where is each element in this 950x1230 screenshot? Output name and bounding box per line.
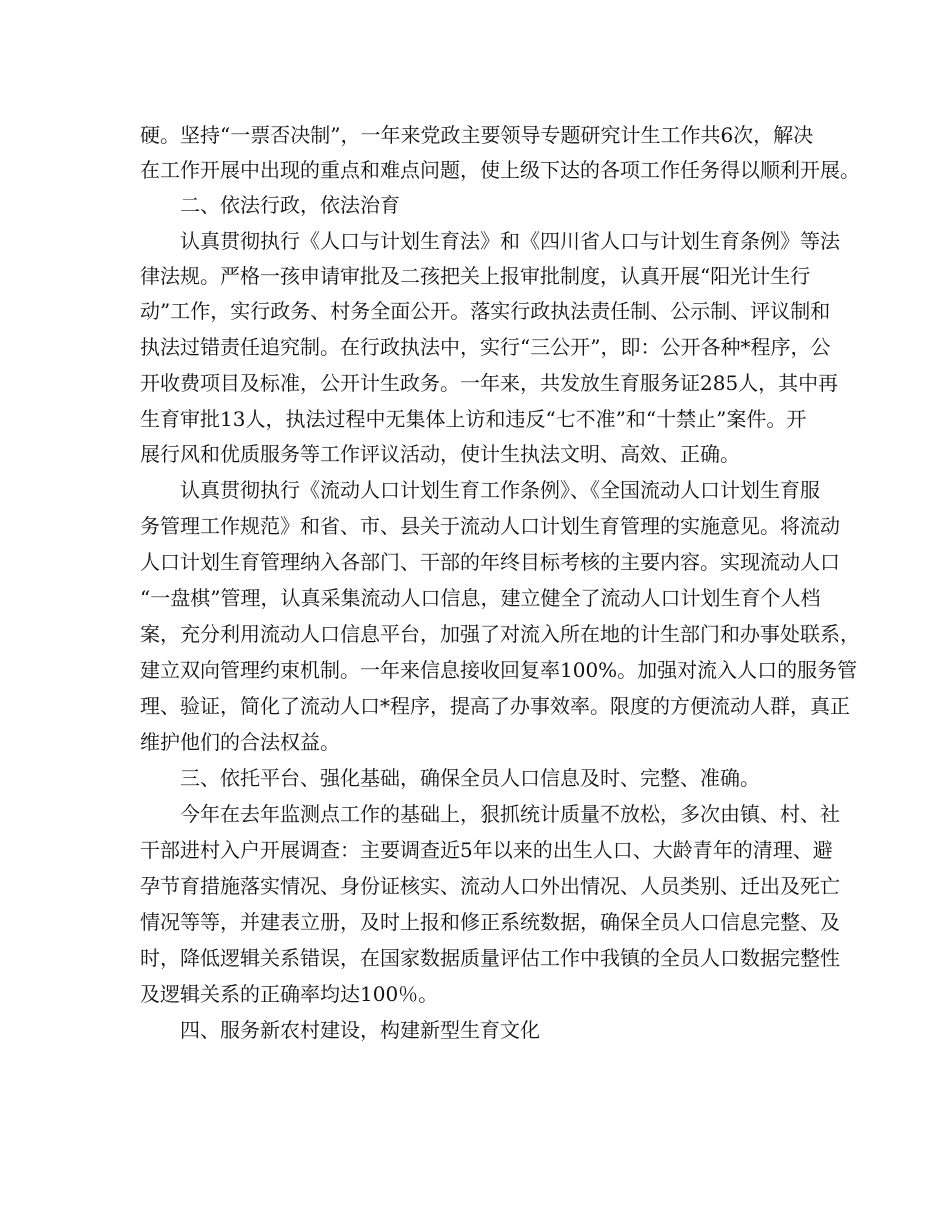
paragraph-line: 案，充分利用流动人口信息平台，加强了对流入所在地的计生部门和办事处联系， <box>140 622 860 646</box>
paragraph-line: 律法规。严格一孩申请审批及二孩把关上报审批制度，认真开展“阳光计生行 <box>140 264 811 288</box>
paragraph-line: 展行风和优质服务等工作评议活动，使计生执法文明、高效、正确。 <box>140 442 740 466</box>
section-heading: 二、依法行政，依法治育 <box>180 193 400 217</box>
paragraph-line: 开收费项目及标准，公开计生政务。一年来，共发放生育服务证285人，其中再 <box>140 371 839 395</box>
paragraph-line: 孕节育措施落实情况、身份证核实、流动人口外出情况、人员类别、迁出及死亡 <box>140 874 840 898</box>
section-heading: 三、依托平台、强化基础，确保全员人口信息及时、完整、准确。 <box>180 766 760 790</box>
paragraph-line: 时，降低逻辑关系错误，在国家数据质量评估工作中我镇的全员人口数据完整性 <box>140 946 840 970</box>
paragraph-line: 认真贯彻执行《流动人口计划生育工作条例》、《全国流动人口计划生育服 <box>180 478 820 502</box>
paragraph-line: 人口计划生育管理纳入各部门、干部的年终目标考核的主要内容。实现流动人口 <box>140 550 840 574</box>
paragraph-line: 务管理工作规范》和省、市、县关于流动人口计划生育管理的实施意见。将流动 <box>140 514 840 538</box>
paragraph-line: 及逻辑关系的正确率均达100％。 <box>140 982 439 1006</box>
paragraph-line: 动”工作，实行政务、村务全面公开。落实行政执法责任制、公示制、评议制和 <box>140 299 831 323</box>
paragraph-line: 执法过错责任追究制。在行政执法中，实行“三公开”，即：公开各种*程序，公 <box>140 335 831 359</box>
paragraph-line: 干部进村入户开展调查：主要调查近5年以来的出生人口、大龄青年的清理、避 <box>140 838 833 862</box>
paragraph-line: 建立双向管理约束机制。一年来信息接收回复率100%。加强对流入人口的服务管 <box>140 658 858 682</box>
paragraph-line: “一盘棋”管理，认真采集流动人口信息，建立健全了流动人口计划生育个人档 <box>140 586 821 610</box>
paragraph-line: 理、验证，简化了流动人口*程序，提高了办事效率。限度的方便流动人群，真正 <box>140 694 850 718</box>
paragraph-line: 今年在去年监测点工作的基础上，狠抓统计质量不放松，多次由镇、村、社 <box>180 802 840 826</box>
paragraph-line: 硬。坚持“一票否决制”，一年来党政主要领导专题研究计生工作共6次，解决 <box>140 123 814 147</box>
section-heading: 四、服务新农村建设，构建新型生育文化 <box>180 1018 540 1042</box>
paragraph-line: 生育审批13人，执法过程中无集体上访和违反“七不准”和“十禁止”案件。开 <box>140 407 807 431</box>
paragraph-line: 情况等等，并建表立册，及时上报和修正系统数据，确保全员人口信息完整、及 <box>140 910 840 934</box>
paragraph-line: 在工作开展中出现的重点和难点问题，使上级下达的各项工作任务得以顺利开展。 <box>140 158 860 182</box>
paragraph-line: 维护他们的合法权益。 <box>140 730 340 754</box>
paragraph-line: 认真贯彻执行《人口与计划生育法》和《四川省人口与计划生育条例》等法 <box>180 229 840 253</box>
